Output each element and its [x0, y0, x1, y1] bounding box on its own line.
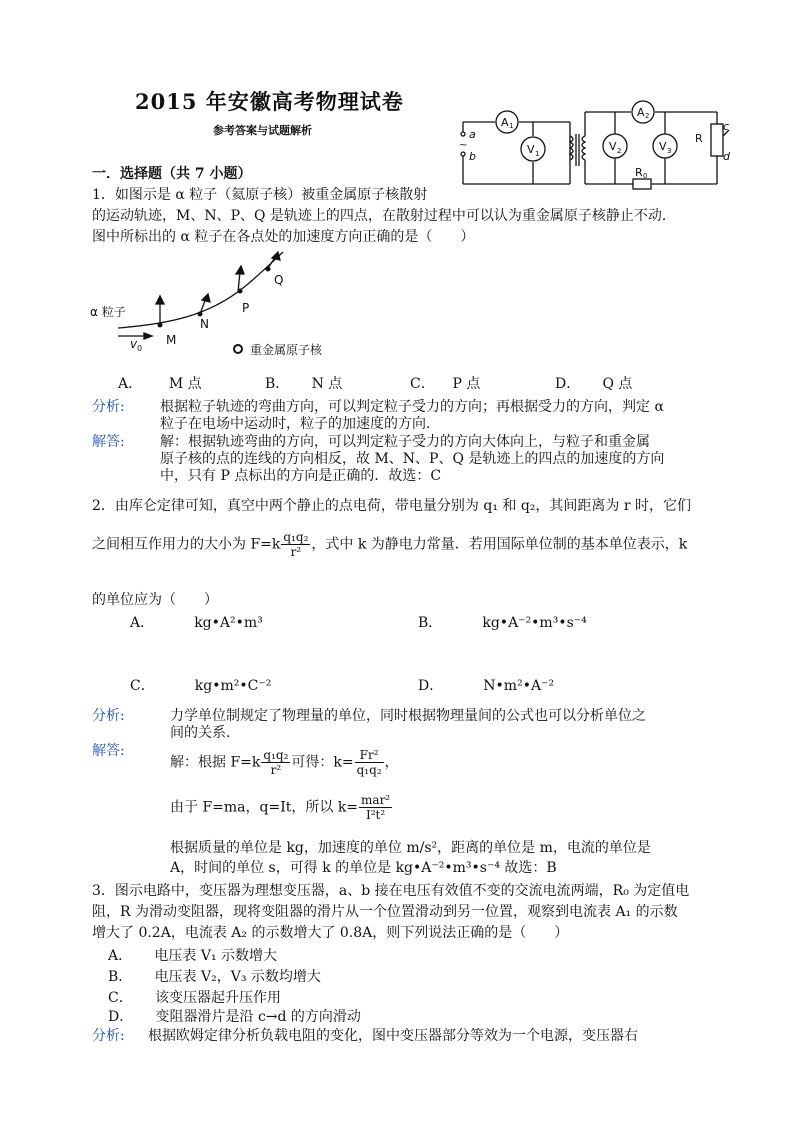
q1-answer-l1: 解：根据轨迹弯曲的方向，可以判定粒子受力的方向大体向上，与粒子和重金属 — [160, 434, 650, 450]
q3-stem-line1: 3．图示电路中，变压器为理想变压器，a、b 接在电压有效值不变的交流电流两端，R₀ 为定值电 — [92, 883, 690, 899]
q2-answer-formula1: 解：根据 F=k $\frac{\text{q₁q₂}}{\text{r²}}$ 可得：k= $\frac{\text{Fr²}}{\text{q₁q₂}}$ ， — [170, 748, 399, 777]
q1-stem-line3: 图中所标出的 α 粒子在各点处的加速度方向正确的是（ ） — [92, 229, 475, 245]
q1-option-b: B． N 点 — [265, 376, 343, 392]
voltmeter-v2-sub: 2 — [617, 147, 622, 155]
q1-option-c: C． P 点 — [410, 376, 481, 392]
q3-stem-line2: 阻，R 为滑动变阻器，现将变阻器的滑片从一个位置滑动到另一位置，观察到电流表 A₁ 的示数 — [92, 904, 678, 920]
answer-fraction-3: $\frac{\text{mar²}}{\text{I²t²}}$ — [361, 793, 391, 822]
q3-option-c: C． 该变压器起升压作用 — [108, 990, 281, 1006]
rheostat-r-label: R — [695, 132, 703, 145]
slider-d-label: d — [723, 150, 730, 163]
ammeter-a2-label: A — [637, 106, 645, 119]
q2-option-b: B． kg•A⁻²•m³•s⁻⁴ — [418, 615, 587, 631]
q1-analysis-l1: 根据粒子轨迹的弯曲方向，可以判定粒子受力的方向；再根据受力的方向，判定 α — [160, 399, 664, 415]
coulomb-fraction: $\frac{\text{q₁q₂}}{\text{r²}}$ — [283, 530, 309, 559]
q3-stem-line3: 增大了 0.2A，电流表 A₂ 的示数增大了 0.8A，则下列说法正确的是（ ） — [92, 925, 569, 941]
nucleus-label: 重金属原子核 — [250, 343, 323, 357]
section-heading: 一．选择题（共 7 小题） — [92, 166, 252, 182]
alpha-scattering-figure — [88, 248, 368, 366]
voltmeter-v3-label: V — [659, 140, 667, 153]
q2-answer-formula2: 由于 F=ma，q=It，所以 k= $\frac{\text{mar²}}{\text{I²t²}}$ — [170, 793, 391, 822]
q2-analysis-l2: 间的关系． — [170, 725, 240, 741]
q2-stem-line1: 2．由库仑定律可知，真空中两个静止的点电荷，带电量分别为 q₁ 和 q₂，其间距离为 r 时，它们 — [92, 498, 691, 514]
q2-analysis-l1: 力学单位制规定了物理量的单位，同时根据物理量间的公式也可以分析单位之 — [170, 708, 646, 724]
point-q-label: Q — [274, 273, 284, 287]
page-title: 2015 年安徽高考物理试卷 — [135, 89, 404, 114]
q1-option-d: D． Q 点 — [555, 376, 633, 392]
answer-fraction-2: $\frac{\text{Fr²}}{\text{q₁q₂}}$ — [356, 748, 382, 777]
q1-analysis-l2: 粒子在电场中运动时，粒子的加速度的方向． — [160, 416, 440, 432]
q1-answer-label: 解答: — [92, 434, 125, 450]
q2-stem-line3: 的单位应为（ ） — [92, 592, 218, 608]
terminal-a-label: a — [469, 128, 476, 141]
q1-answer-l2: 原子核的点的连线的方向相反，故 M、N、P、Q 是轨迹上的四点的加速度的方向 — [160, 451, 665, 467]
q3-analysis-l1: 根据欧姆定律分析负载电阻的变化，图中变压器部分等效为一个电源，变压器右 — [148, 1028, 638, 1044]
answer-fraction-1: $\frac{\text{q₁q₂}}{\text{r²}}$ — [263, 748, 289, 777]
terminal-b-label: b — [469, 150, 476, 163]
point-n-label: N — [200, 317, 209, 331]
alpha-particle-label: α 粒子 — [90, 305, 126, 319]
q3-option-b: B． 电压表 V₂，V₃ 示数均增大 — [108, 969, 321, 985]
q2-answer-l3: 根据质量的单位是 kg，加速度的单位 m/s²，距离的单位是 m，电流的单位是 — [170, 840, 651, 856]
voltmeter-v1-sub: 1 — [535, 150, 540, 158]
transformer-circuit-figure — [455, 94, 735, 200]
q1-analysis-label: 分析: — [92, 399, 125, 415]
q1-stem-line1: 1．如图示是 α 粒子（氦原子核）被重金属原子核散射 — [92, 187, 428, 203]
q3-analysis-label: 分析: — [92, 1028, 125, 1044]
q2-option-c: C． kg•m²•C⁻² — [130, 678, 272, 694]
voltmeter-v2-label: V — [609, 140, 617, 153]
resistor-r0-label: R — [635, 166, 643, 179]
point-p-label: P — [242, 301, 250, 315]
q2-analysis-label: 分析: — [92, 708, 125, 724]
q3-option-a: A． 电压表 V₁ 示数增大 — [108, 948, 278, 964]
v0-label: v — [130, 337, 138, 351]
point-m-label: M — [166, 333, 177, 347]
ammeter-a2-sub: 2 — [645, 112, 650, 120]
voltmeter-v1-label: V — [527, 143, 535, 156]
q1-option-a: A． M 点 — [118, 376, 202, 392]
voltmeter-v3-sub: 3 — [667, 147, 672, 155]
ammeter-a1-sub: 1 — [509, 122, 514, 130]
q2-option-d: D． N•m²•A⁻² — [418, 678, 555, 694]
q1-answer-l3: 中，只有 P 点标出的方向是正确的．故选：C — [160, 468, 442, 484]
v0-sub: 0 — [137, 344, 143, 353]
page-subtitle: 参考答案与试题解析 — [213, 124, 312, 137]
slider-c-label: c — [723, 120, 730, 133]
q2-stem-line2: 之间相互作用力的大小为 F=k $\frac{\text{q₁q₂}}{\text{r²}}$ ，式中 k 为静电力常量．若用国际单位制的基本单位表示，k — [92, 530, 688, 559]
q2-answer-l4: A，时间的单位 s，可得 k 的单位是 kg•A⁻²•m³•s⁻⁴ 故选：B — [170, 860, 557, 876]
q2-option-a: A． kg•A²•m³ — [130, 615, 263, 631]
q1-stem-line2: 的运动轨迹，M、N、P、Q 是轨迹上的四点，在散射过程中可以认为重金属原子核静止不动． — [92, 208, 676, 224]
ammeter-a1-label: A — [501, 116, 509, 129]
resistor-r0-sub: 0 — [643, 172, 648, 180]
q2-answer-label: 解答: — [92, 743, 125, 759]
q3-option-d: D． 变阻器滑片是沿 c→d 的方向滑动 — [108, 1009, 361, 1025]
ac-source-icon: ~ — [459, 140, 468, 151]
